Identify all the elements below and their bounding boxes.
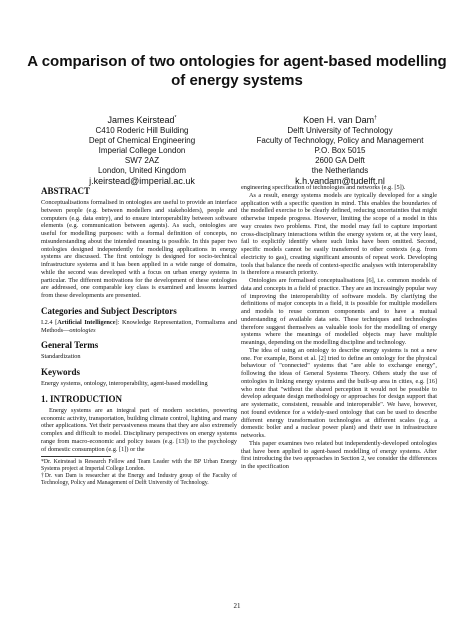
author-email: j.keirstead@imperial.ac.uk [89,176,195,186]
abstract-text: Conceptualisations formalised in ontologies are useful to provide an interface between people (e.g. between modellers and stakeholders), people and computers (e.g. data entry), and to ensure interoperability between software elements (e.g. communication between agents). As such, ontologies are useful for modelling purposes: with a formal definition of concepts, no misunderstanding about the intended meaning is possible. In this paper two ontologies designed independently for modelling applications in energy systems are discussed. The first ontology is designed for socio-technical infrastructure systems and it has been applied in a wide range of domains, while the second was developed with a focus on urban energy systems in particular. The different motivations for the development of these ontologies are addressed, one comparable key class is examined and lessons learned from these developments are presented. [41,199,237,299]
affiliation-line: C410 Roderic Hill Building [95,126,189,135]
keywords-text: Energy systems, ontology, interoperability, agent-based modelling [41,380,208,387]
page-number: 21 [233,602,241,610]
footnote-2: †Dr. van Dam is researcher at the Energy and Industry group of the Faculty of Technology, Policy and Management of Delft University of Technology. [41,473,237,487]
affiliation-line: Delft University of Technology [287,126,393,135]
general-terms-text: Standardization [41,353,81,361]
footnote-mark: † [374,115,377,121]
author-block-1 [42,115,242,186]
categories-heading: Categories and Subject Descriptors [41,305,177,316]
category-bold: Artificial Intelligence [57,318,116,326]
category-rest: ]: Knowledge Representation, Formalisms and Methods— [41,318,237,334]
footnote-mark: * [174,115,177,121]
keywords-heading: Keywords [41,367,80,377]
title-line-1: A comparison of two ontologies for agent-based modelling [27,53,447,70]
category-italic: ontologies [69,326,96,334]
paragraph: engineering specification of technologies and networks (e.g. [5]). [241,184,406,191]
author-name: Koen H. van Dam [303,115,375,125]
category-code: I.2.4 [ [41,318,58,326]
affiliation-line: SW7 2AZ [124,156,160,165]
title-line-2: of energy systems [171,72,303,89]
author-name: James Keirstead [107,115,175,125]
introduction-heading: 1. INTRODUCTION [41,393,123,404]
footnote-1: *Dr. Keirstead is Research Fellow and Team Leader with the BP Urban Energy Systems project at Imperial College London. [41,459,237,473]
affiliation-line: London, United Kingdom [97,166,187,175]
paragraph: As a result, energy systems models are typically developed for a single application with a specific question in mind. This enables the boundaries of the modelled exercise to be clearly defined, reducing uncertainties that might otherwise impede progress. However, limiting the scope of a model in this way creates two problems. First, the model may fail to capture important cross-disciplinary interactions within the energy system or, at the very least, fail to explicitly identify where such links have been omitted. Second, specific models cannot be easily transferred to other contexts (e.g. from electricity to gas), creating significant amounts of repeat work. Developing tools that balance the needs of context-specific analyses with interoperability is therefore a research priority. [241,191,437,277]
author-block-2 [240,115,440,186]
affiliation-line: Imperial College London [98,146,186,155]
affiliation-line: 2600 GA Delft [315,156,365,165]
affiliation-line: Dept of Chemical Engineering [88,136,196,145]
introduction-text: Energy systems are an integral part of modern societies, powering economic activity, transportation, building climate control, lighting and many other applications. Yet their pervasiveness means that they are also extremely complex and difficult to model. Disciplinary perspectives on energy systems range from macro-economic and policy issues (e.g. [13]) to the psychology of domestic consumption (e.g. [1]) or the [41,406,237,453]
categories-text [41,319,237,335]
paragraph: Ontologies are formalised conceptualisations [6], i.e. common models of data and concepts in a field of practice. They are an increasingly popular way of improving the interoperability of software models. By clarifying the definitions of major concepts in a field, it is possible for multiple modellers and models to reuse common components and to have a mutual understanding of available data sets. These techniques and technologies therefore suggest themselves as valuable tools for the modelling of energy systems where the meanings of modelled objects may have multiple meanings, depending on the modelling discipline and technology. [241,277,437,346]
paragraph: The idea of using an ontology to describe energy systems is not a new one. For example, Borst et al. [2] tried to define an ontology for the physical behaviour of "connected" systems that "are able to exchange energy", following the ideas of General Systems Theory. Others study the use of ontologies in linking energy systems and the built-up area in cities, e.g. [16] who note that "without the shared perception it would not be possible to develop adequate design methodology or approaches for design support that are systematic, consistent, reusable and interoperable". We have, however, not found evidence for a widely-used ontology that can be used to describe different energy transformation technologies at different scales (e.g. a domestic boiler and a nuclear power plant) and their use in infrastructure networks. [241,346,437,439]
right-column [241,184,437,471]
author-email: k.h.vandam@tudelft.nl [295,176,385,186]
footnote-rule [41,456,111,457]
paper-title [0,52,474,90]
general-terms-heading: General Terms [41,340,99,351]
affiliation-line: Faculty of Technology, Policy and Management [256,136,424,145]
left-column [41,186,237,487]
abstract-heading: ABSTRACT [41,186,91,196]
affiliation-line: the Netherlands [311,166,369,175]
paragraph: This paper examines two related but independently-developed ontologies that have been applied to agent-based modelling of energy systems. After first introducing the two approaches in Section 2, we consider the differences in the specification [241,439,437,470]
affiliation-line: P.O. Box 5015 [314,146,366,155]
